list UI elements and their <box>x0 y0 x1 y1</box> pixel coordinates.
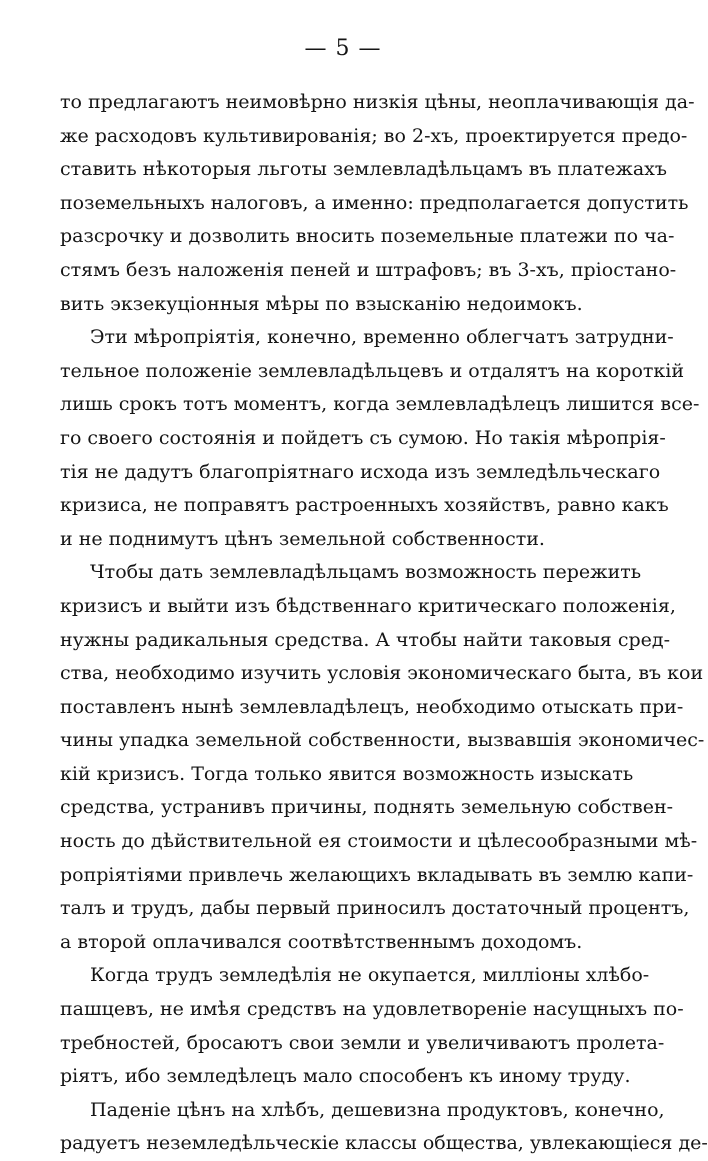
text-line: требностей, бросаютъ свои земли и увеличиваютъ пролета- <box>60 1031 665 1054</box>
page-number: — 5 — <box>304 36 382 61</box>
text-line: Паденіе цѣнъ на хлѣбъ, дешевизна продуктовъ, конечно, <box>90 1098 665 1121</box>
text-line: кризисъ и выйти изъ бѣдственнаго критическаго положенія, <box>60 594 676 617</box>
text-line: и не поднимутъ цѣнъ земельной собственности. <box>60 527 545 550</box>
text-line: ріятъ, ибо земледѣлецъ мало способенъ къ иному труду. <box>60 1065 631 1088</box>
paragraph <box>60 959 684 1093</box>
text-line: чины упадка земельной собственности, вызвавшія экономичес- <box>60 729 705 752</box>
paragraph <box>60 86 695 321</box>
text-line: разсрочку и дозволить вносить поземельные платежи по ча- <box>60 225 675 248</box>
paragraph <box>60 321 700 556</box>
text-line: Чтобы дать землевладѣльцамъ возможность пережить <box>90 561 642 584</box>
body-text <box>60 86 708 1161</box>
text-line: вить экзекуціонныя мѣры по взысканію недоимокъ. <box>60 292 583 315</box>
text-line: талъ и трудъ, дабы первый приносилъ достаточный процентъ, <box>60 897 690 920</box>
text-line: лишь срокъ тотъ моментъ, когда землевладѣлецъ лишится все- <box>60 393 700 416</box>
text-line: поземельныхъ налоговъ, а именно: предполагается допустить <box>60 191 689 214</box>
text-line: кій кризисъ. Тогда только явится возможность изыскать <box>60 762 634 785</box>
text-line: ставить нѣкоторыя льготы землевладѣльцамъ въ платежахъ <box>60 158 667 181</box>
text-line: кризиса, не поправятъ растроенныхъ хозяйствъ, равно какъ <box>60 494 669 517</box>
text-line: тія не дадутъ благопріятнаго исхода изъ земледѣльческаго <box>60 460 661 483</box>
text-line: ства, необходимо изучить условія экономическаго быта, въ кои <box>60 662 704 685</box>
text-line: стямъ безъ наложенія пеней и штрафовъ; въ 3-хъ, пріостано- <box>60 258 677 281</box>
text-line: тельное положеніе землевладѣльцевъ и отдалятъ на короткій <box>60 359 685 382</box>
text-line: го своего состоянія и пойдетъ съ сумою. Но такія мѣропрія- <box>60 426 666 449</box>
text-line: то предлагаютъ неимовѣрно низкія цѣны, неоплачивающія да- <box>60 91 695 113</box>
text-line: радуетъ неземледѣльческіе классы общества, увлекающіеся де- <box>60 1132 708 1155</box>
text-line: поставленъ нынѣ землевладѣлецъ, необходимо отыскать при- <box>60 695 684 718</box>
text-line: ропріятіями привлечь желающихъ вкладывать въ землю капи- <box>60 863 694 886</box>
text-line: Эти мѣропріятія, конечно, временно облегчатъ затрудни- <box>90 326 674 349</box>
text-line: нужны радикальныя средства. А чтобы найти таковыя сред- <box>60 628 671 651</box>
text-line: же расходовъ культивированія; во 2-хъ, проектируется предо- <box>60 124 688 147</box>
text-line: пашцевъ, не имѣя средствъ на удовлетвореніе насущныхъ по- <box>60 998 684 1021</box>
text-line: средства, устранивъ причины, поднять земельную собствен- <box>60 796 674 819</box>
paragraph <box>60 556 705 959</box>
paragraph <box>60 1094 708 1161</box>
text-line: а второй оплачивался соотвѣтственнымъ доходомъ. <box>60 930 583 953</box>
text-line: Когда трудъ земледѣлія не окупается, милліоны хлѣбо- <box>90 964 650 987</box>
text-line: ность до дѣйствительной ея стоимости и цѣлесообразными мѣ- <box>60 830 698 853</box>
